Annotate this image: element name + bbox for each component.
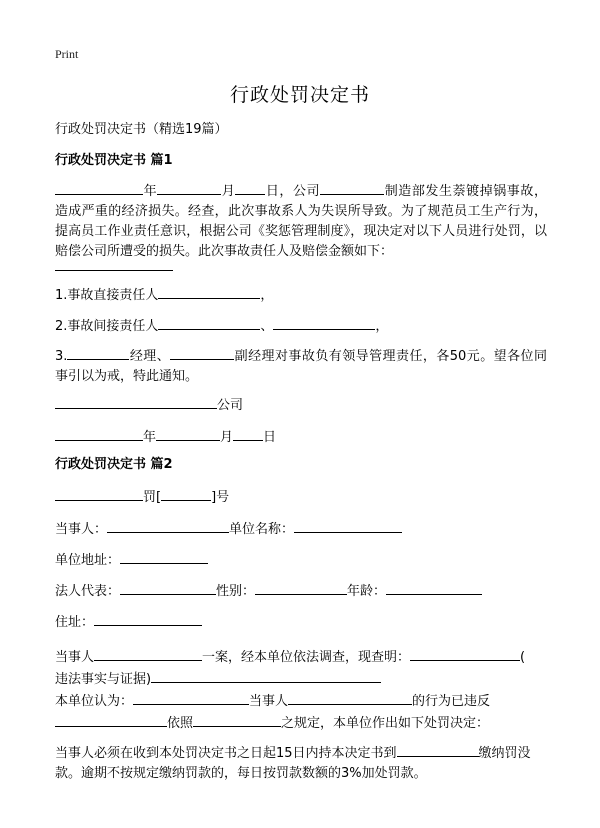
intro-event: 制造部发生萘镀掉锅事故 [384,184,534,199]
party-label: 当事人： [55,522,108,537]
case-party: 当事人 [55,650,95,665]
item3-manager: 经理、 [129,349,171,364]
payment-text1: 当事人必须在收到本处罚决定书之日起15日内持本决定书到 [55,746,397,761]
case-paragraph [55,646,547,690]
finding-decision: 之规定，本单位作出如下处罚决定： [281,716,490,731]
blank-finding-law[interactable] [193,712,281,727]
blank-deputy[interactable] [170,345,234,360]
blank-month[interactable] [157,180,221,195]
date-year: 年 [143,430,157,445]
blank-unit-name[interactable] [294,518,402,533]
section1-intro [55,180,547,262]
item2-end: ， [375,319,389,334]
case-text: 一案，经本单位依法调查，现查明： [202,650,411,665]
residence-line [55,611,547,633]
residence-label: 住址： [55,615,95,630]
item2-sep: 、 [260,319,274,334]
blank-party[interactable] [107,518,229,533]
blank-payment-place[interactable] [397,742,479,757]
blank-company[interactable] [320,180,384,195]
blank-finding-violation[interactable] [55,712,167,727]
blank-doc-number[interactable] [161,486,211,501]
blank-residence[interactable] [94,611,202,626]
blank-gender[interactable] [255,580,347,595]
blank-signature-company[interactable] [55,394,217,409]
blank-direct-responsible[interactable] [158,284,260,299]
finding-behavior: 的行为已违反 [412,694,491,709]
doc-number-close: ]号 [211,490,230,505]
item1-line [55,284,547,306]
item1-label: 1.事故直接责任人 [55,288,159,303]
finding-according: 依照 [167,716,194,731]
legal-rep-line [55,580,547,602]
item2-line [55,315,547,337]
blank-case-party[interactable] [94,646,202,661]
blank-finding-party[interactable] [288,690,412,705]
payment-paragraph [55,742,547,784]
label-day-company: 日，公司 [265,184,321,199]
doc-number-fa: 罚[ [143,490,162,505]
blank-finding-1[interactable] [133,690,249,705]
gender-label: 性别： [216,584,256,599]
blank-indirect-responsible-1[interactable] [158,315,260,330]
payment-text2: 缴纳罚没款。逾期不按规定缴纳罚款的，每日按罚款数额的3%加处罚款。 [55,746,531,781]
finding-party: 当事人 [249,694,289,709]
print-label[interactable]: Print [55,47,79,61]
signature-company-label: 公司 [217,398,244,413]
label-year: 年 [143,184,158,199]
date-month: 月 [220,430,234,445]
blank-case-findings[interactable] [410,646,520,661]
section1-date [55,426,547,448]
party-line [55,518,547,540]
blank-standalone[interactable] [55,256,173,271]
legal-rep-label: 法人代表： [55,584,121,599]
signature-line [55,394,547,416]
blank-day[interactable] [235,180,265,195]
item3-deputy: 副经理对事故负有领导管理责任，各50元。望各位同事引以为戒，特此通知。 [55,349,547,384]
blank-unit-address[interactable] [120,549,208,564]
intro-rest: ，造成严重的经济损失。经查，此次事故系人为失误所导致。为了规范员工生产行为，提高员工作业责任意识，根据公司《奖惩管理制度》，现决定对以下人员进行处罚，以赔偿公司所遭受的损失。此次事故责任人及赔偿金额如下： [55,184,547,259]
blank-date-year[interactable] [55,426,143,441]
unit-address-label: 单位地址： [55,553,121,568]
section2-heading: 行政处罚决定书 篇2 [55,457,173,472]
subtitle: 行政处罚决定书（精选19篇） [55,122,228,137]
item2-label: 2.事故间接责任人 [55,319,159,334]
doc-number-line [55,486,547,508]
item3-paragraph [55,345,547,387]
unit-address-line [55,549,547,571]
finding-lead: 本单位认为： [55,694,134,709]
blank-date-month[interactable] [156,426,220,441]
blank-age[interactable] [386,580,482,595]
age-label: 年龄： [347,584,387,599]
blank-indirect-responsible-2[interactable] [273,315,375,330]
section1-heading: 行政处罚决定书 篇1 [55,153,173,168]
label-month: 月 [221,184,236,199]
case-paren: ( [520,650,526,665]
date-day: 日 [263,430,277,445]
blank-line-standalone [55,256,547,278]
page-title: 行政处罚决定书 [229,84,370,106]
item3-prefix: 3. [55,349,68,364]
case-facts: 违法事实与证据) [55,672,152,687]
finding-paragraph [55,690,547,734]
blank-case-facts[interactable] [151,668,381,683]
item1-end: ， [260,288,274,303]
blank-manager[interactable] [67,345,129,360]
blank-doc-prefix[interactable] [55,486,143,501]
blank-date-day[interactable] [233,426,263,441]
blank-year[interactable] [55,180,143,195]
blank-legal-rep[interactable] [120,580,216,595]
unit-name-label: 单位名称： [229,522,295,537]
